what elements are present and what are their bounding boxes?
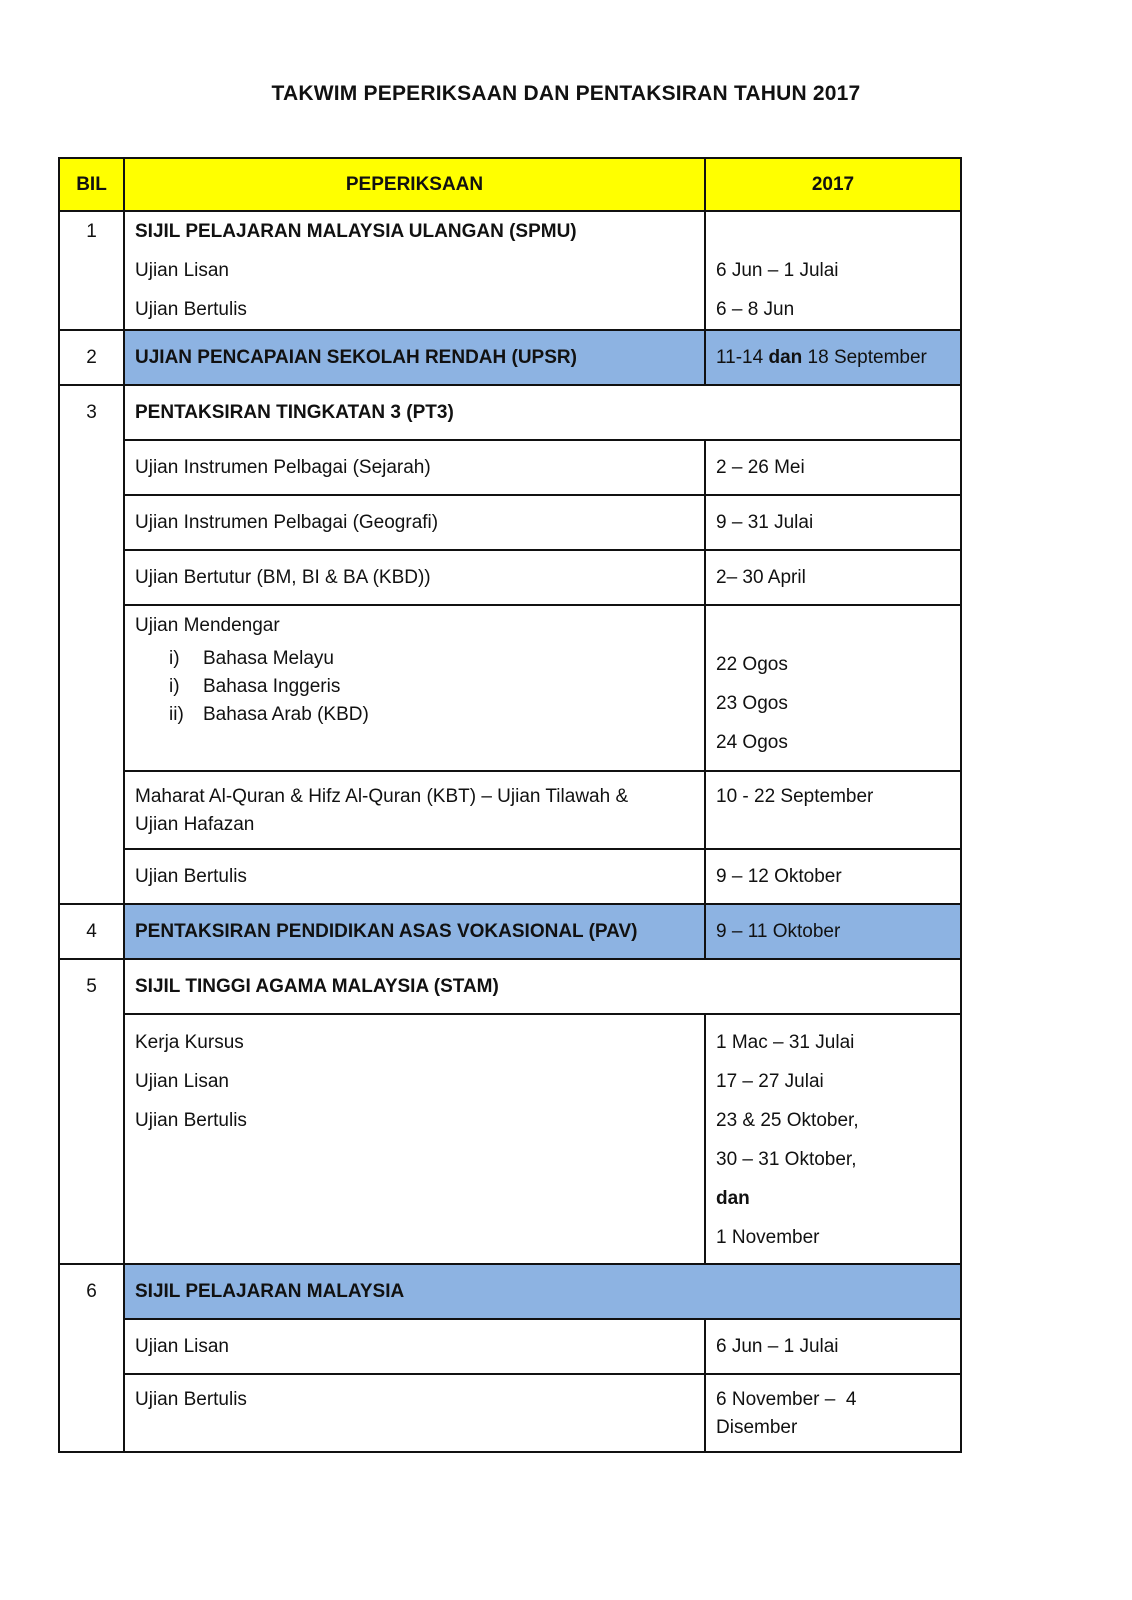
exam-schedule-table [58,157,962,1453]
sub-item: i) Bahasa Inggeris [169,676,341,697]
exam-item: Ujian Lisan [135,1336,229,1357]
exam-date: 1 Mac – 31 Julai [716,1032,855,1053]
exam-item: Ujian Bertulis [135,866,247,887]
exam-title: SIJIL PELAJARAN MALAYSIA [135,1281,405,1302]
table-header-row [59,158,961,211]
exam-date: 2 – 26 Mei [716,457,805,478]
date-cell [705,1374,961,1452]
table-row [59,959,961,1014]
exam-date: 10 - 22 September [716,786,874,807]
table-row [59,605,961,771]
exam-item: Ujian Instrumen Pelbagai (Geografi) [135,512,439,533]
exam-cell [124,849,705,904]
row-number: 2 [59,330,124,385]
exam-date: 17 – 27 Julai [716,1071,824,1092]
exam-date: 23 & 25 Oktober, [716,1110,859,1131]
header-bil: BIL [59,158,124,211]
exam-date: 9 – 31 Julai [716,512,814,533]
exam-cell [124,440,705,495]
exam-date: 2– 30 April [716,567,806,588]
exam-date: 9 – 12 Oktober [716,866,842,887]
date-cell [705,1319,961,1374]
page-title: TAKWIM PEPERIKSAAN DAN PENTAKSIRAN TAHUN 2017 [271,82,861,105]
exam-cell [124,1014,705,1264]
exam-item: Ujian Mendengar [135,615,280,636]
exam-cell [124,959,961,1014]
row-number: 3 [59,385,124,904]
exam-date: 22 Ogos [716,654,788,675]
header-year: 2017 [705,158,961,211]
table-row [59,550,961,605]
exam-date: 30 – 31 Oktober, [716,1149,857,1170]
exam-cell [124,211,705,330]
date-cell [705,330,961,385]
sub-item: ii) Bahasa Arab (KBD) [169,704,369,725]
exam-item: Kerja Kursus [135,1032,244,1053]
exam-cell [124,771,705,849]
exam-item: Ujian Bertulis [135,1389,247,1410]
table-row [59,211,961,330]
row-number: 6 [59,1264,124,1452]
exam-item: Ujian Bertulis [135,1110,247,1131]
table-row [59,440,961,495]
date-cell [705,605,961,771]
exam-cell [124,495,705,550]
exam-title: SIJIL TINGGI AGAMA MALAYSIA (STAM) [135,976,499,997]
exam-cell [124,1319,705,1374]
date-cell [705,211,961,330]
exam-item: Ujian Lisan [135,1071,229,1092]
exam-date: 6 – 8 Jun [716,299,795,320]
exam-date: 11-14 dan 18 September [716,347,927,368]
row-number: 1 [59,211,124,330]
table-row [59,771,961,849]
table-row [59,1319,961,1374]
table-row [59,1014,961,1264]
table-row [59,330,961,385]
exam-date: 1 November [716,1227,820,1248]
table-row [59,385,961,440]
row-number: 4 [59,904,124,959]
exam-date: 9 – 11 Oktober [716,921,841,942]
date-cell [705,1014,961,1264]
header-exam: PEPERIKSAAN [124,158,705,211]
date-cell [705,771,961,849]
table-row [59,1374,961,1452]
exam-item: Ujian Bertutur (BM, BI & BA (KBD)) [135,567,431,588]
exam-item: Maharat Al-Quran & Hifz Al-Quran (KBT) – Ujian Tilawah & Ujian Hafazan [135,786,629,835]
exam-date: 6 Jun – 1 Julai [716,1336,839,1357]
date-cell [705,904,961,959]
exam-title: PENTAKSIRAN TINGKATAN 3 (PT3) [135,402,454,423]
date-cell [705,849,961,904]
exam-item: Ujian Instrumen Pelbagai (Sejarah) [135,457,431,478]
table-row [59,1264,961,1319]
sub-item: i) Bahasa Melayu [169,648,334,669]
table-row [59,849,961,904]
date-cell [705,495,961,550]
exam-cell [124,605,705,771]
exam-cell [124,385,961,440]
date-cell [705,550,961,605]
exam-cell [124,904,705,959]
exam-cell [124,1374,705,1452]
exam-date: 6 November – 4 Disember [716,1389,857,1438]
exam-cell [124,1264,961,1319]
exam-date: 23 Ogos [716,693,788,714]
date-cell [705,440,961,495]
exam-cell [124,330,705,385]
exam-title: SIJIL PELAJARAN MALAYSIA ULANGAN (SPMU) [135,221,577,242]
exam-title: UJIAN PENCAPAIAN SEKOLAH RENDAH (UPSR) [135,347,577,368]
exam-title: PENTAKSIRAN PENDIDIKAN ASAS VOKASIONAL (PAV) [135,921,638,942]
exam-item: Ujian Lisan [135,260,229,281]
exam-date: 6 Jun – 1 Julai [716,260,839,281]
table-row [59,904,961,959]
exam-date: 24 Ogos [716,732,788,753]
exam-item: Ujian Bertulis [135,299,247,320]
exam-cell [124,550,705,605]
exam-date: dan [716,1188,750,1209]
table-row [59,495,961,550]
row-number: 5 [59,959,124,1264]
